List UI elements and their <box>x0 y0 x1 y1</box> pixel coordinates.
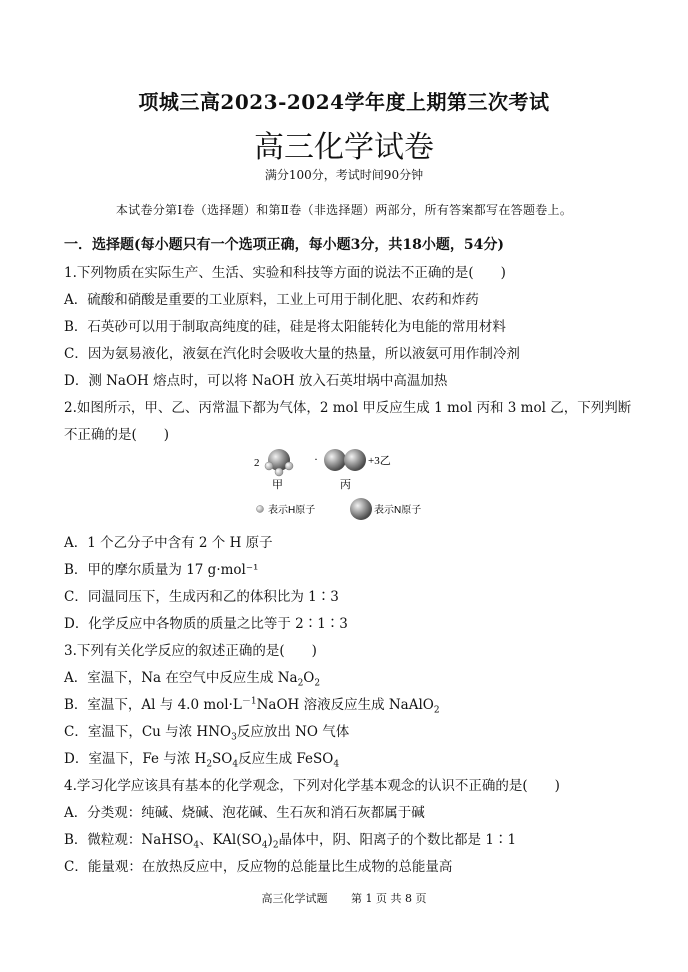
q3-option-c: C．室温下，Cu 与浓 $HNO_3$反应放出 NO 气体 <box>64 724 350 743</box>
q2-stem-line1: 2.如图所示，甲、乙、丙常温下都为气体，2 mol 甲反应生成 1 mol 丙和 3 mol 乙，下列判断 <box>64 400 632 416</box>
exam-instructions: 本试卷分第Ⅰ卷（选择题）和第Ⅱ卷（非选择题）两部分，所有答案都写在答题卷上。 <box>115 203 573 217</box>
molecule-jia-icon <box>265 449 293 476</box>
q3-option-b: B．室温下，Al 与 4.0 $mol\cdot L^{-1}NaOH$ 溶液反应生成 NaAlO$_2$ <box>64 696 440 716</box>
label-jia: 甲 <box>272 479 283 491</box>
q2-option-b: B．甲的摩尔质量为 17 g·mol⁻¹ <box>64 562 259 578</box>
legend-h-icon <box>257 506 264 513</box>
subject-title: 高三化学试卷 <box>254 130 434 165</box>
product-right: +3乙 <box>368 455 391 467</box>
q4-option-c: C．能量观：在放热反应中，反应物的总能量比生成物的总能量高 <box>64 859 453 875</box>
q4-stem: 4.学习化学应该具有基本的化学观念，下列对化学基本观念的认识不正确的是( ) <box>64 778 560 794</box>
legend-n-icon <box>350 498 372 520</box>
school-title: 项城三高2023-2024学年度上期第三次考试 <box>138 90 550 114</box>
q1-option-d: D．测 NaOH 熔点时，可以将 NaOH 放入石英坩埚中高温加热 <box>64 373 448 389</box>
molecule-bing-icon <box>324 449 366 471</box>
q2-option-c: C．同温同压下，生成丙和乙的体积比为 1∶3 <box>64 589 339 605</box>
footer-page-number: 第 1 页 共 8 页 <box>351 892 427 905</box>
q4-option-b: B．微粒观：NaHSO$_4$、$KAl(SO_4)_2$晶体中，阴、阳离子的个数比都是 1∶1 <box>64 832 517 851</box>
arrow-dot: · <box>314 452 318 466</box>
q2-stem-line2: 不正确的是( ) <box>64 427 170 443</box>
section-heading: 一．选择题(每小题只有一个选项正确，每小题3分，共18小题，54分) <box>64 237 504 253</box>
coef-left: 2 <box>254 457 260 469</box>
legend-n: 表示N原子 <box>374 505 422 516</box>
legend-h: 表示H原子 <box>268 505 316 516</box>
q3-option-a: A．室温下，Na 在空气中反应生成 $Na_2O_2$ <box>64 670 321 689</box>
label-bing: 丙 <box>340 479 351 491</box>
q1-stem: 1.下列物质在实际生产、生活、实验和科技等方面的说法不正确的是( ) <box>64 265 506 281</box>
exam-meta: 满分100分，考试时间90分钟 <box>264 168 424 182</box>
q1-option-c: C．因为氨易液化，液氨在汽化时会吸收大量的热量，所以液氨可用作制冷剂 <box>64 346 520 362</box>
footer-subject: 高三化学试题 <box>261 892 328 905</box>
q2-option-d: D．化学反应中各物质的质量之比等于 2∶1∶3 <box>64 616 348 632</box>
page-footer <box>0 890 688 906</box>
q3-stem: 3.下列有关化学反应的叙述正确的是( ) <box>64 643 317 659</box>
reaction-figure <box>250 448 440 523</box>
q1-option-b: B．石英砂可以用于制取高纯度的硅，硅是将太阳能转化为电能的常用材料 <box>64 319 506 335</box>
q1-option-a: A．硫酸和硝酸是重要的工业原料，工业上可用于制化肥、农药和炸药 <box>64 292 479 308</box>
q4-option-a: A．分类观：纯碱、烧碱、泡花碱、生石灰和消石灰都属于碱 <box>64 805 425 821</box>
q3-option-d: D．室温下，Fe 与浓 $H_2SO_4$反应生成 FeSO$_4$ <box>64 751 340 770</box>
q2-option-a: A．1 个乙分子中含有 2 个 H 原子 <box>64 535 273 551</box>
